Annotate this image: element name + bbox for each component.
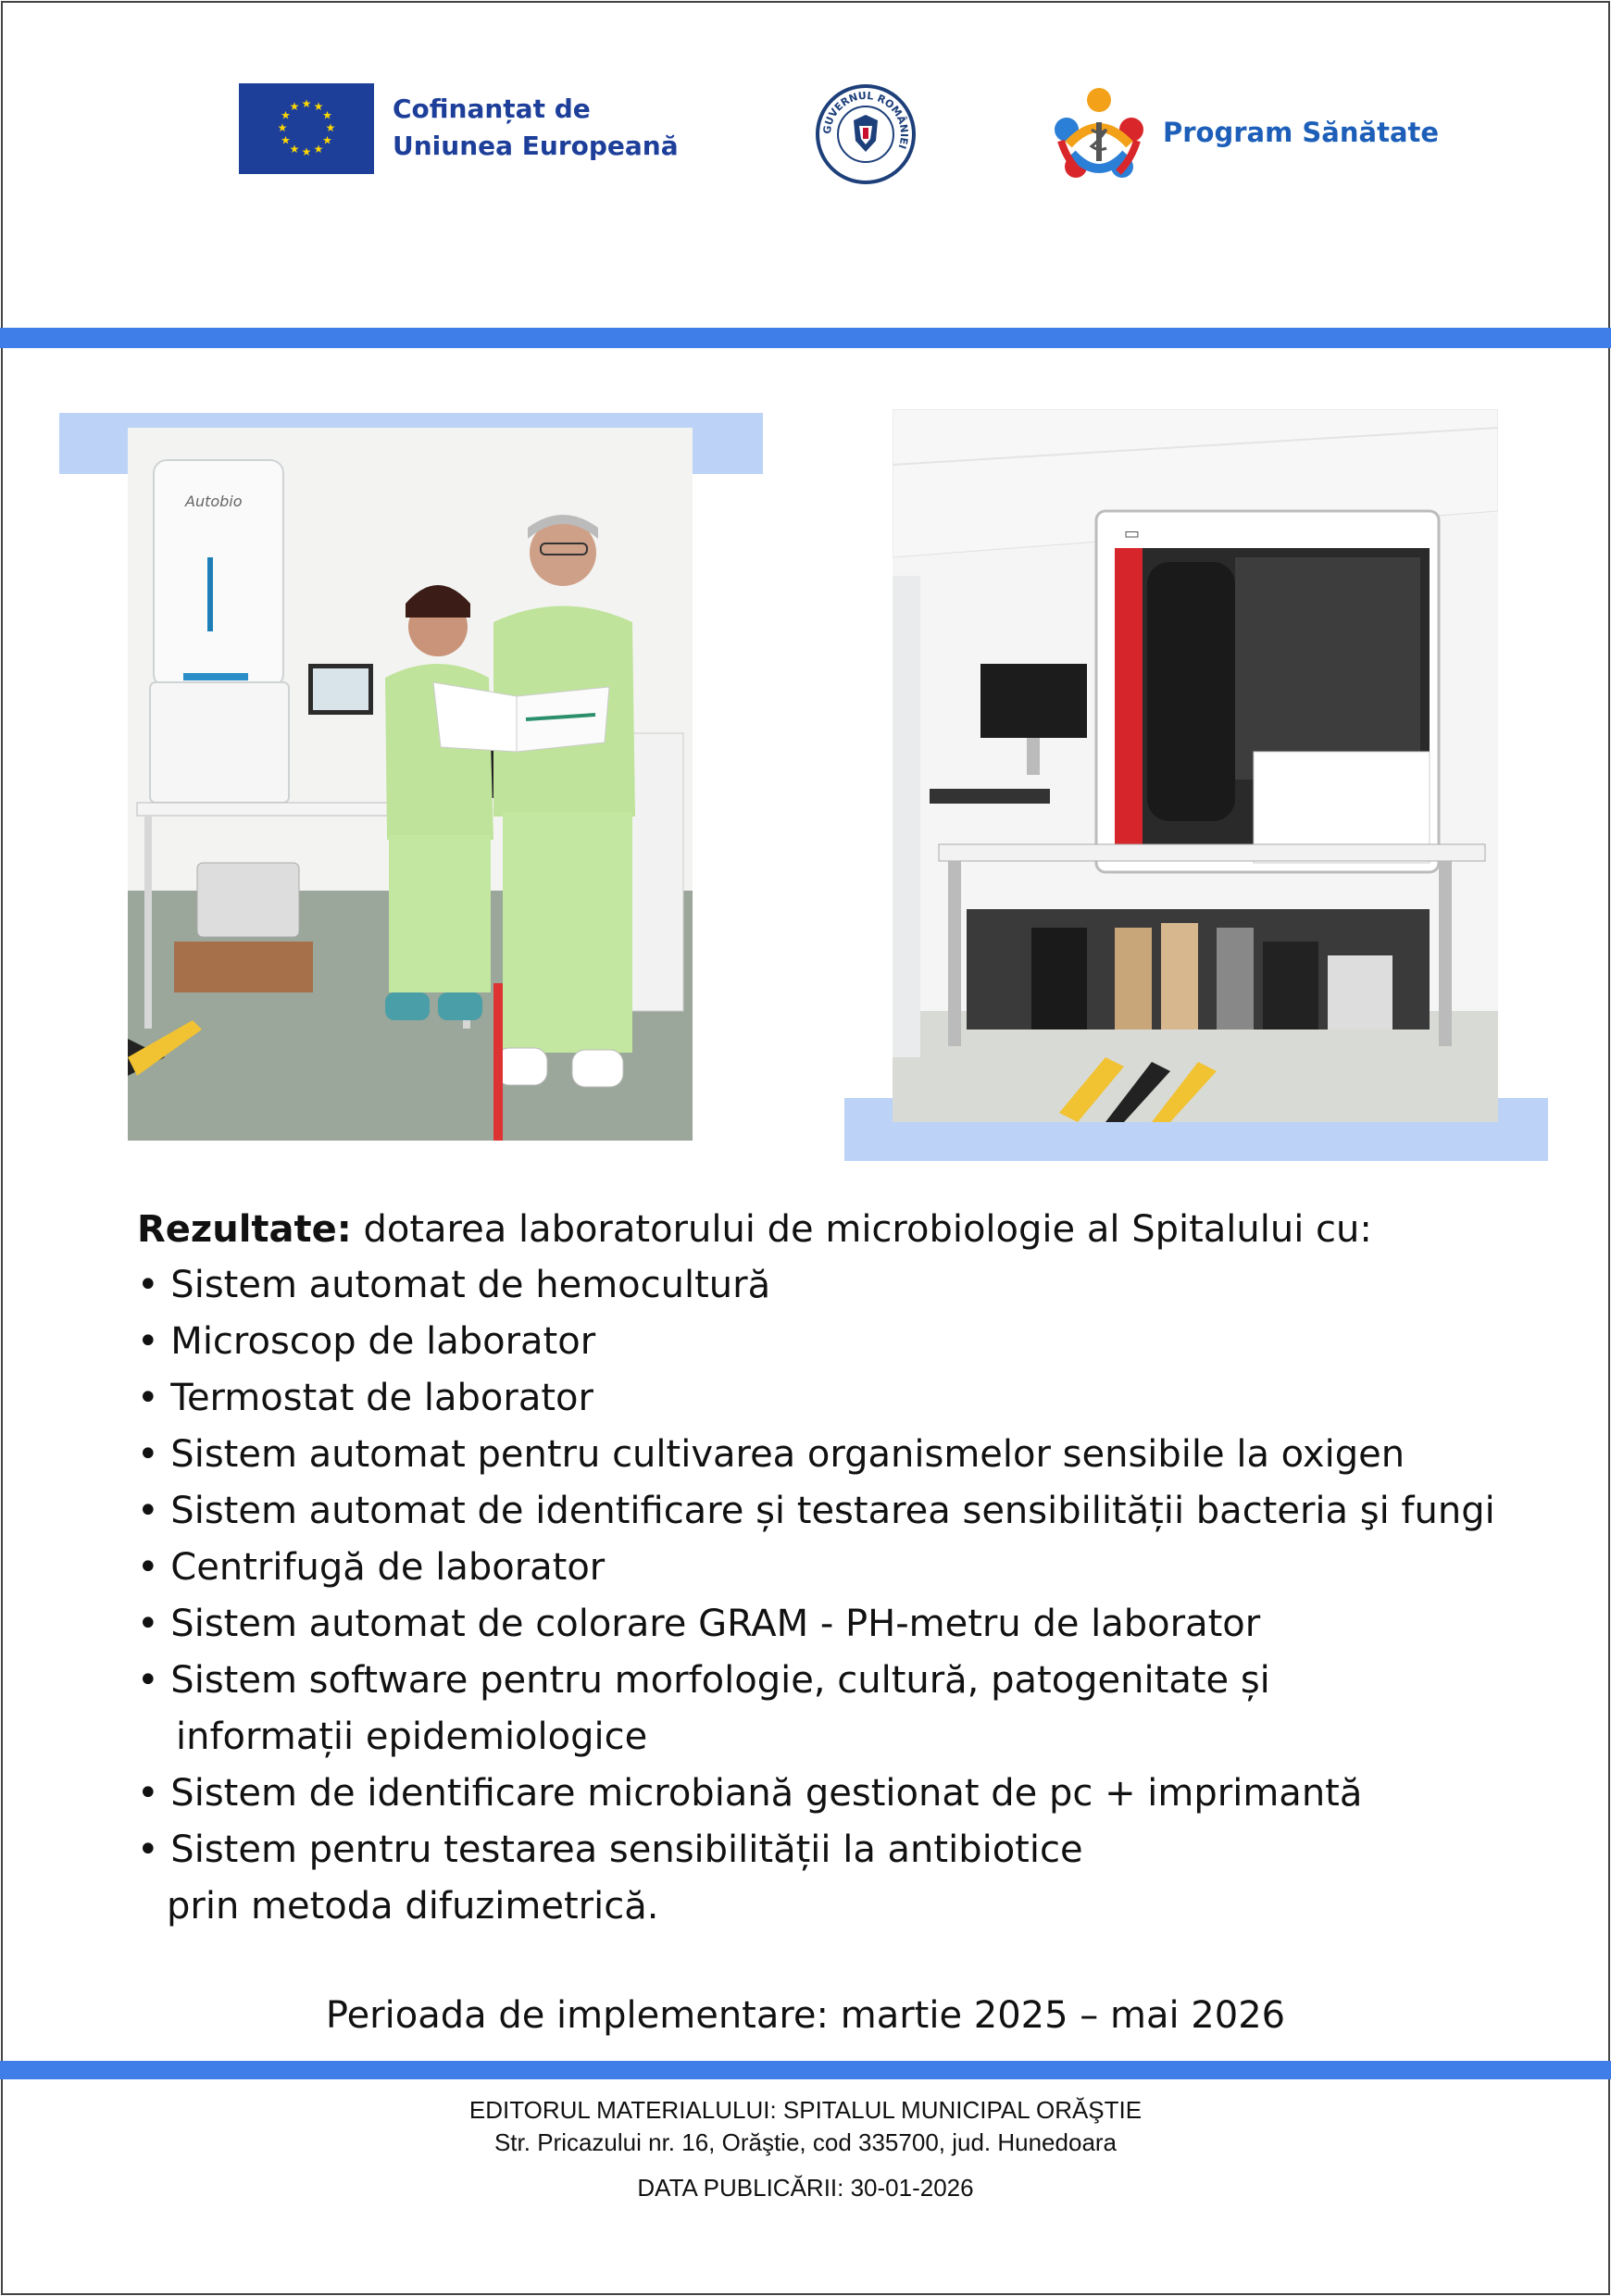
lab-staff-photo (128, 428, 693, 1141)
results-list (137, 1257, 1563, 1935)
list-item-text: • Termostat de laborator (137, 1377, 593, 1419)
svg-text:★: ★ (277, 121, 288, 134)
svg-text:★: ★ (313, 143, 324, 156)
list-item (137, 1766, 1563, 1822)
eu-flag-icon (239, 83, 374, 174)
svg-text:★: ★ (313, 100, 324, 113)
program-sanatate-logo-icon (1048, 83, 1150, 185)
list-item-text: • Sistem automat de colorare GRAM - PH-metru de laborator (137, 1603, 1261, 1645)
results-intro (137, 1202, 1563, 1257)
results-intro-text: dotarea laboratorului de microbiologie al Spitalului cu: (351, 1208, 1372, 1251)
svg-text:▭: ▭ (1124, 524, 1141, 543)
list-item-text: • Centrifugă de laborator (137, 1546, 606, 1589)
footer-divider-bar (0, 2061, 1611, 2079)
header-divider-bar (0, 328, 1611, 348)
list-item (137, 1427, 1563, 1483)
svg-text:★: ★ (322, 108, 332, 122)
analyzer-brand-label: Autobio (185, 493, 243, 510)
results-section (137, 1202, 1563, 1935)
list-item-text: • Sistem software pentru morfologie, cultură, patogenitate și (137, 1659, 1270, 1702)
list-item (137, 1653, 1563, 1766)
list-item (137, 1596, 1563, 1653)
eu-cofinancing-text (393, 91, 679, 165)
list-item (137, 1370, 1563, 1427)
footer-address: Str. Pricazului nr. 16, Orăştie, cod 335700, jud. Hunedoara (493, 2128, 1118, 2156)
list-item-text: • Sistem automat pentru cultivarea organismelor sensibile la oxigen (137, 1433, 1405, 1476)
eu-line-1: Cofinanțat de (393, 94, 591, 124)
list-item (137, 1314, 1563, 1370)
svg-text:★: ★ (289, 143, 300, 156)
footer-editor: EDITORUL MATERIALULUI: SPITALUL MUNICIPAL ORĂŞTIE (468, 2096, 1143, 2124)
svg-text:★: ★ (325, 121, 336, 134)
list-item (137, 1257, 1563, 1314)
list-item (137, 1540, 1563, 1596)
list-item (137, 1483, 1563, 1540)
gov-seal-text: GUVERNUL ROMÂNIEI (820, 89, 911, 151)
list-item-text: • Sistem automat de identificare și testarea sensibilității bacteria şi fungi (137, 1490, 1495, 1532)
footer-publication-date: DATA PUBLICĂRII: 30-01-2026 (637, 2174, 974, 2202)
svg-text:★: ★ (301, 145, 312, 158)
program-sanatate-text: Program Sănătate (1163, 117, 1440, 148)
svg-text:★: ★ (301, 97, 312, 110)
lab-analyzer-photo (893, 409, 1498, 1122)
eu-line-2: Uniunea Europeană (393, 131, 679, 161)
list-item-continuation: prin metoda difuzimetrică. (167, 1885, 659, 1928)
svg-text:★: ★ (281, 108, 291, 122)
list-item-text: • Sistem automat de hemocultură (137, 1264, 771, 1306)
svg-text:★: ★ (322, 133, 332, 147)
svg-text:★: ★ (289, 100, 300, 113)
list-item-continuation: informații epidemiologice (176, 1716, 648, 1758)
svg-text:★: ★ (281, 133, 291, 147)
implementation-period: Perioada de implementare: martie 2025 – mai 2026 (325, 1994, 1286, 2037)
list-item-text: • Microscop de laborator (137, 1320, 596, 1363)
list-item (137, 1822, 1563, 1935)
government-seal-icon (815, 83, 917, 185)
list-item-text: • Sistem de identificare microbiană gestionat de pc + imprimantă (137, 1772, 1363, 1815)
list-item-text: • Sistem pentru testarea sensibilității la antibiotice (137, 1828, 1083, 1871)
results-heading: Rezultate: (137, 1208, 352, 1251)
